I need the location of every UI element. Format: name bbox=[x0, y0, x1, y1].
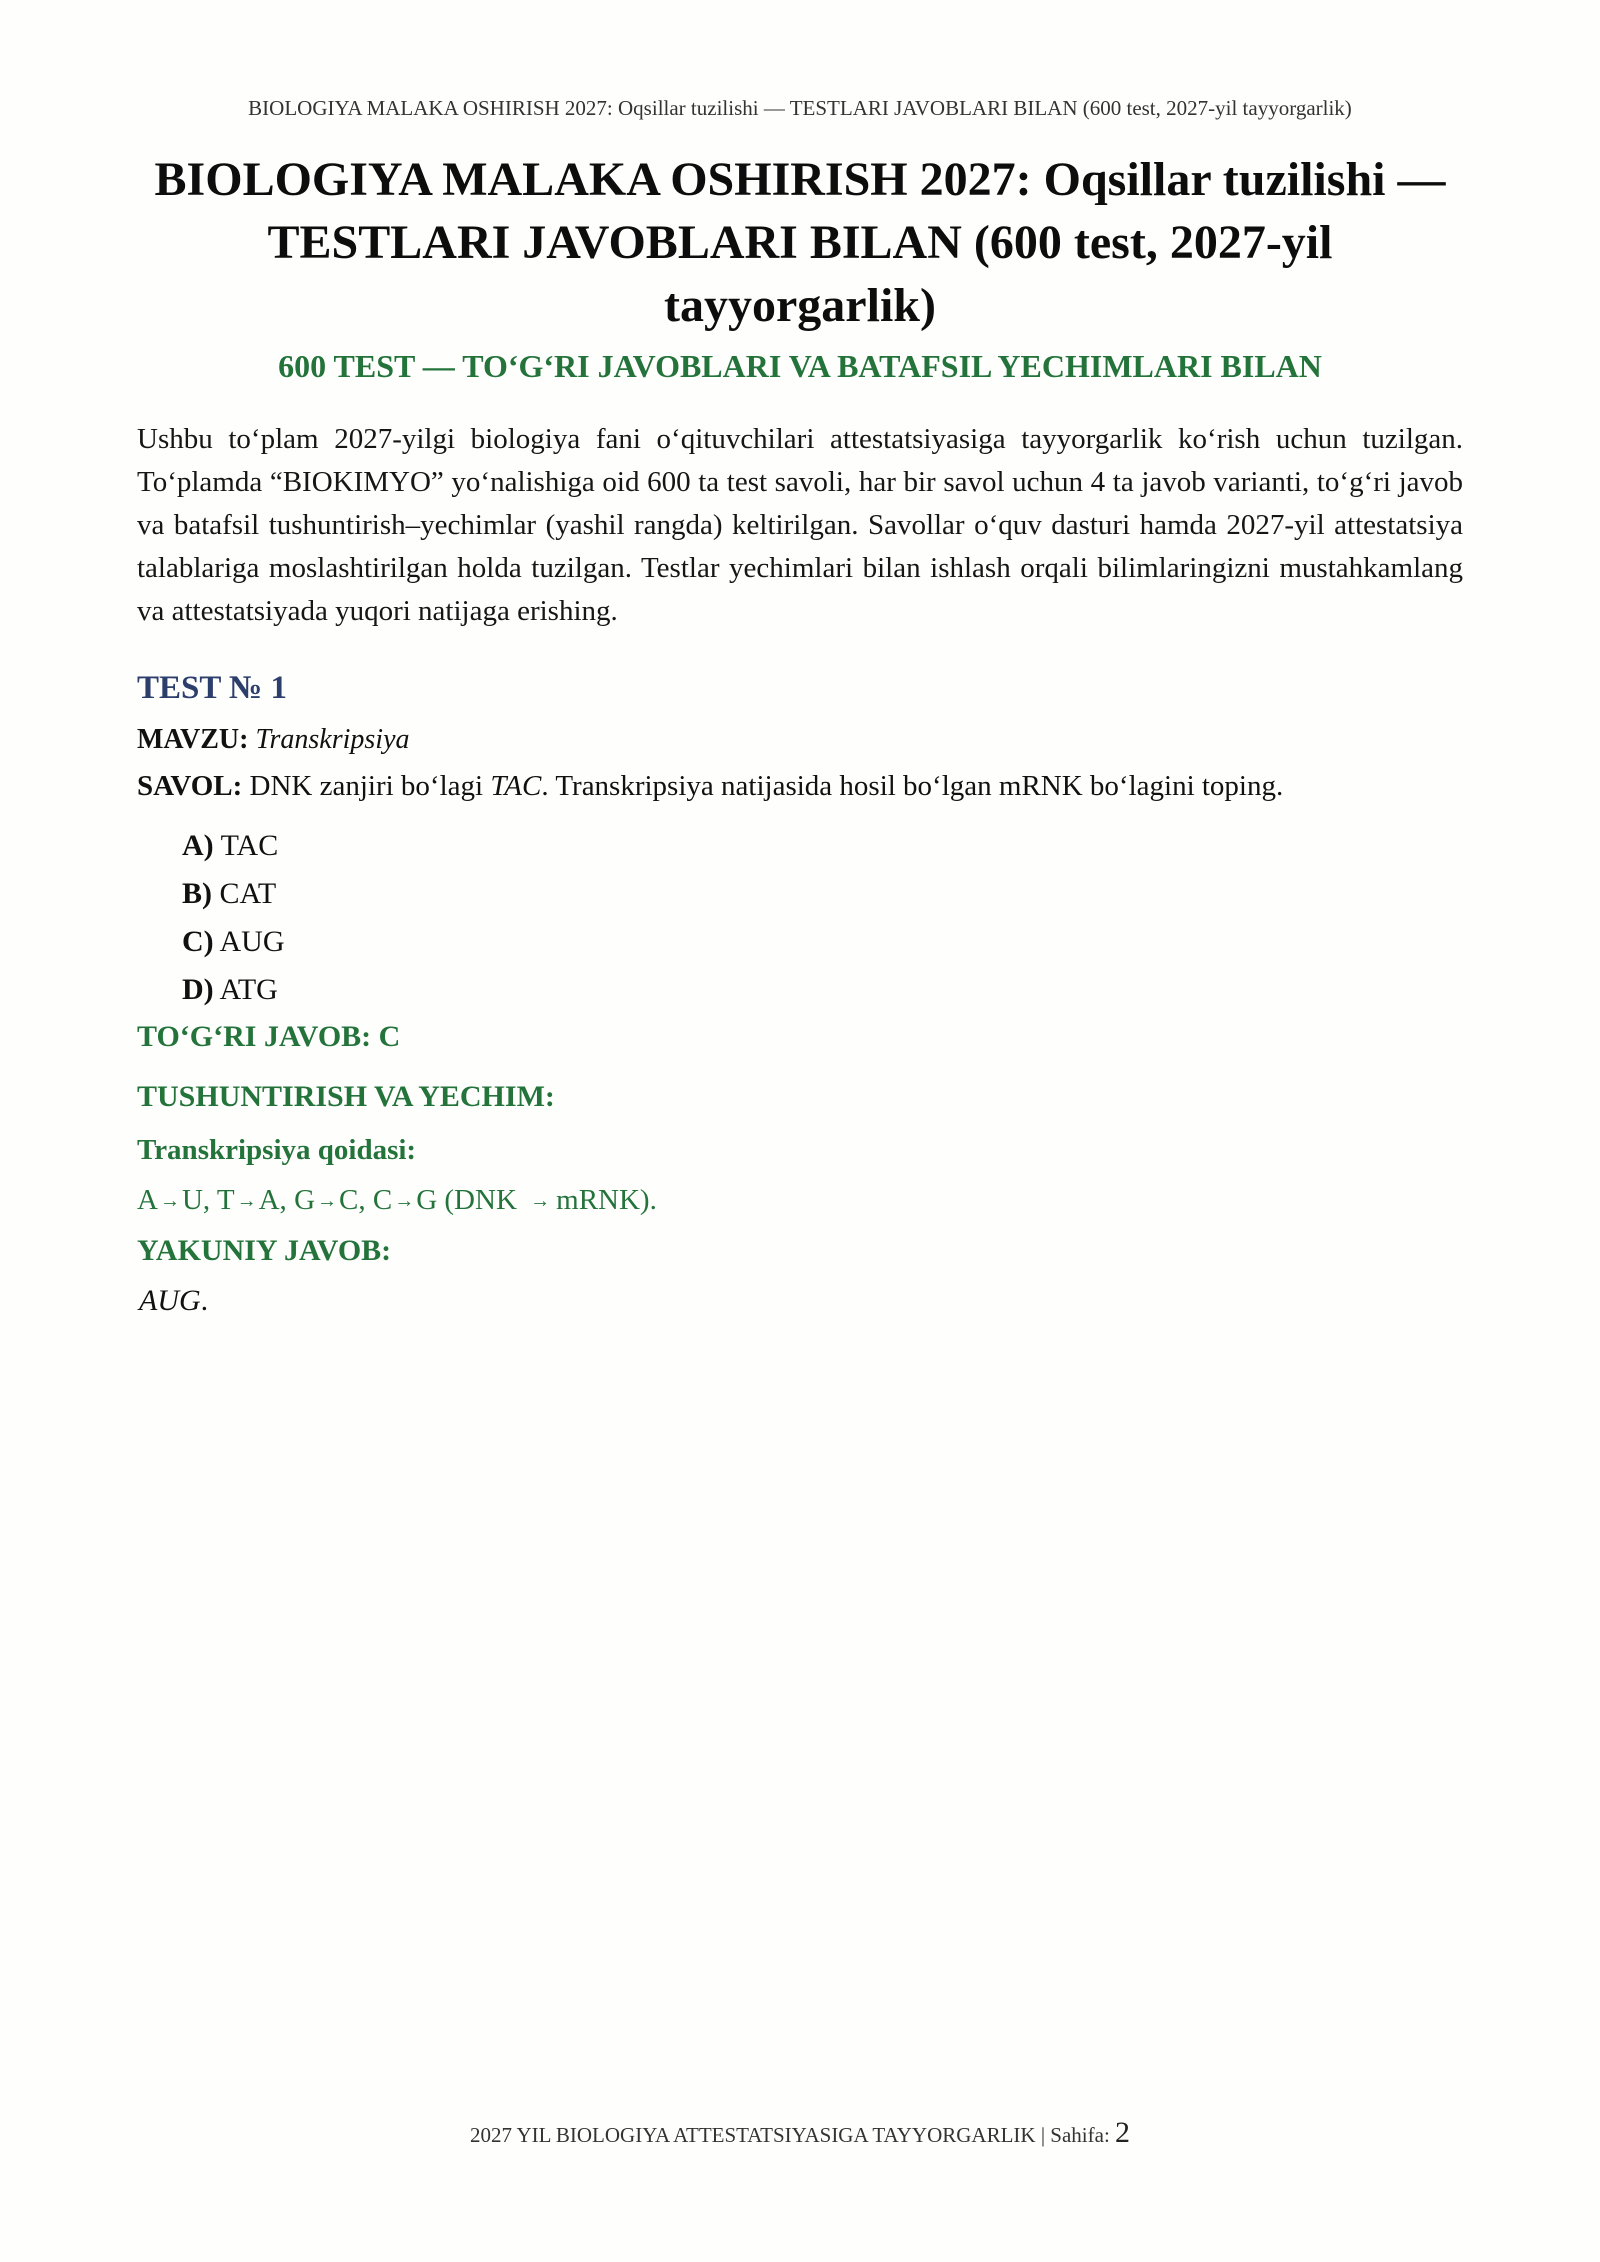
option-b bbox=[182, 876, 285, 924]
option-a bbox=[182, 828, 285, 876]
test-heading: TEST № 1 bbox=[137, 670, 287, 706]
arrow-icon: → bbox=[317, 1190, 338, 1212]
option-letter: D) bbox=[182, 973, 214, 1006]
rule-base: A bbox=[137, 1184, 158, 1216]
question-text-end: . Transkripsiya natijasida hosil bo‘lgan mRNK bo‘lagini toping. bbox=[541, 770, 1284, 802]
answer-options bbox=[182, 828, 285, 1020]
topic-line bbox=[137, 724, 410, 756]
page-footer bbox=[0, 2116, 1600, 2150]
question-text-start: DNK zanjiri bo‘lagi bbox=[249, 770, 484, 802]
rule-heading: Transkripsiya qoidasi: bbox=[137, 1134, 417, 1166]
rule-base: G bbox=[294, 1184, 316, 1216]
rule-base: T bbox=[216, 1184, 235, 1216]
question-label: SAVOL: bbox=[137, 770, 243, 802]
rule-base: G (DNK bbox=[416, 1184, 517, 1216]
intro-paragraph: Ushbu to‘plam 2027-yilgi biologiya fani o‘qituvchilari attestatsiyasiga tayyorgarlik ko‘rish uchun tuzilgan. To‘plamda “BIOKIMYO” yo‘nalishiga oid 600 ta test savoli, har bir savol uchun 4 ta javob varianti, to‘g‘ri javob va batafsil tushuntirish–yechimlar (yashil rangda) keltirilgan. Savollar o‘quv dasturi hamda 2027-yil attestatsiya talablariga moslashtirilgan holda tuzilgan. Testlar yechimlari bilan ishlash orqali bilimlaringizni mustahkamlang va attestatsiyada yuqori natijaga erishing. bbox=[137, 423, 1463, 627]
final-answer-heading: YAKUNIY JAVOB: bbox=[137, 1234, 392, 1267]
footer-separator: | bbox=[1040, 2123, 1046, 2147]
final-answer bbox=[139, 1284, 208, 1318]
rule-tail: mRNK). bbox=[556, 1184, 657, 1216]
option-letter: C) bbox=[182, 925, 214, 958]
final-answer-period: . bbox=[200, 1284, 209, 1317]
question-dna-sequence: TAC bbox=[490, 770, 542, 802]
arrow-icon: → bbox=[530, 1190, 551, 1212]
page-subtitle: 600 TEST — TO‘G‘RI JAVOBLARI VA BATAFSIL YECHIMLARI BILAN bbox=[278, 348, 1322, 384]
footer-text: 2027 YIL BIOLOGIYA ATTESTATSIYASIGA TAYYORGARLIK bbox=[469, 2123, 1036, 2147]
rule-base: A, bbox=[258, 1184, 287, 1216]
option-letter: B) bbox=[182, 877, 212, 910]
page-title: BIOLOGIYA MALAKA OSHIRISH 2027: Oqsillar tuzilishi — TESTLARI JAVOBLARI BILAN (600 test, 2027-yil tayyorgarlik) bbox=[154, 153, 1446, 332]
arrow-icon: → bbox=[394, 1190, 415, 1212]
rule-base: U, bbox=[181, 1184, 211, 1216]
rule-base: C, bbox=[339, 1184, 366, 1216]
page-label: Sahifa: bbox=[1050, 2123, 1110, 2147]
topic-label: MAVZU: bbox=[137, 724, 249, 755]
rule-base: C bbox=[372, 1184, 393, 1216]
option-text: TAC bbox=[220, 829, 279, 862]
page-number: 2 bbox=[1115, 2116, 1131, 2149]
arrow-icon: → bbox=[236, 1190, 257, 1212]
explanation-heading: TUSHUNTIRISH VA YECHIM: bbox=[137, 1080, 555, 1113]
running-header: BIOLOGIYA MALAKA OSHIRISH 2027: Oqsillar tuzilishi — TESTLARI JAVOBLARI BILAN (600 test, 2027-yil tayyorgarlik) bbox=[248, 96, 1352, 120]
option-text: ATG bbox=[219, 973, 278, 1006]
option-text: AUG bbox=[219, 925, 285, 958]
option-text: CAT bbox=[219, 877, 277, 910]
topic-value: Transkripsiya bbox=[255, 724, 410, 755]
option-c bbox=[182, 924, 285, 972]
question-line bbox=[137, 770, 1283, 803]
option-letter: A) bbox=[182, 829, 214, 862]
option-d bbox=[182, 972, 285, 1020]
transcription-rule bbox=[137, 1184, 657, 1217]
correct-answer: TO‘G‘RI JAVOB: C bbox=[137, 1020, 401, 1053]
arrow-icon: → bbox=[159, 1190, 180, 1212]
final-answer-value: AUG bbox=[139, 1284, 201, 1317]
